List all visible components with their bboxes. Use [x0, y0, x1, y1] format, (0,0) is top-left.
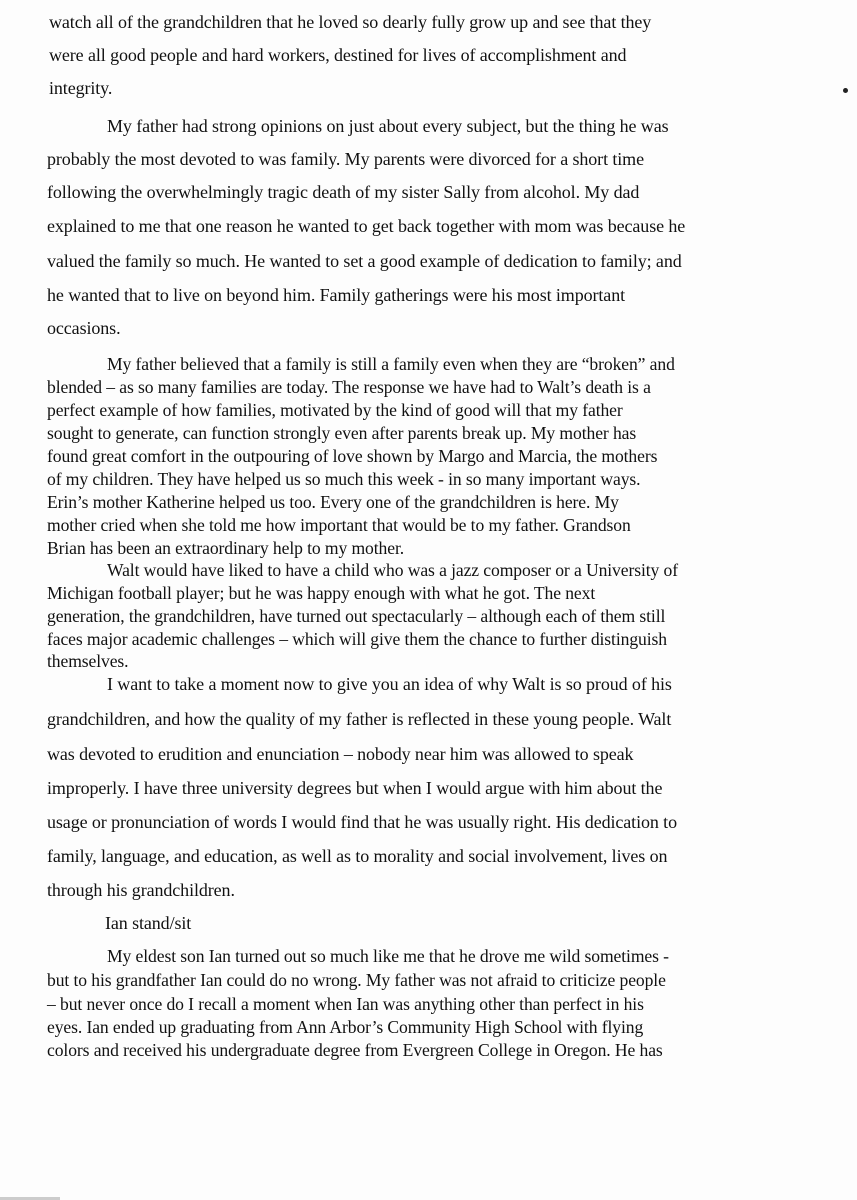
text-line: integrity.	[49, 78, 113, 98]
text-line: themselves.	[47, 651, 129, 671]
text-line: watch all of the grandchildren that he loved so dearly fully grow up and see that they	[49, 12, 652, 32]
text-line: Michigan football player; but he was happy enough with what he got. The next	[47, 583, 596, 603]
text-line: Erin’s mother Katherine helped us too. Every one of the grandchildren is here. My	[47, 492, 619, 512]
text-line: usage or pronunciation of words I would find that he was usually right. His dedication to	[47, 812, 677, 832]
text-line: My father had strong opinions on just about every subject, but the thing he was	[107, 116, 669, 136]
text-line: probably the most devoted to was family. My parents were divorced for a short time	[47, 149, 644, 169]
text-line: explained to me that one reason he wanted to get back together with mom was because he	[47, 216, 686, 236]
text-line: grandchildren, and how the quality of my father is reflected in these young people. Walt	[47, 709, 672, 729]
text-line: blended – as so many families are today. The response we have had to Walt’s death is a	[47, 377, 651, 397]
text-line: of my children. They have helped us so much this week - in so many important ways.	[47, 469, 641, 489]
text-line: were all good people and hard workers, destined for lives of accomplishment and	[49, 45, 627, 65]
text-line: mother cried when she told me how important that would be to my father. Grandson	[47, 515, 631, 535]
stray-mark	[843, 88, 848, 93]
text-line: eyes. Ian ended up graduating from Ann Arbor’s Community High School with flying	[47, 1017, 644, 1037]
text-line: Brian has been an extraordinary help to my mother.	[47, 538, 405, 558]
text-line: My eldest son Ian turned out so much like me that he drove me wild sometimes -	[107, 946, 669, 966]
text-line: occasions.	[47, 318, 121, 338]
text-line: sought to generate, can function strongly even after parents break up. My mother has	[47, 423, 637, 443]
text-line: improperly. I have three university degrees but when I would argue with him about the	[47, 778, 663, 798]
text-line: valued the family so much. He wanted to set a good example of dedication to family; and	[47, 251, 682, 271]
text-line: he wanted that to live on beyond him. Family gatherings were his most important	[47, 285, 625, 305]
text-line: – but never once do I recall a moment when Ian was anything other than perfect in his	[47, 994, 644, 1014]
text-line: Ian stand/sit	[105, 913, 192, 933]
text-line: found great comfort in the outpouring of love shown by Margo and Marcia, the mothers	[47, 446, 658, 466]
text-line: was devoted to erudition and enunciation – nobody near him was allowed to speak	[47, 744, 634, 764]
text-line: colors and received his undergraduate degree from Evergreen College in Oregon. He has	[47, 1040, 663, 1060]
text-line: through his grandchildren.	[47, 880, 235, 900]
text-line: My father believed that a family is still a family even when they are “broken” and	[107, 354, 675, 374]
text-line: but to his grandfather Ian could do no wrong. My father was not afraid to criticize people	[47, 970, 666, 990]
text-line: family, language, and education, as well as to morality and social involvement, lives on	[47, 846, 668, 866]
text-line: generation, the grandchildren, have turned out spectacularly – although each of them still	[47, 606, 666, 626]
text-line: Walt would have liked to have a child who was a jazz composer or a University of	[107, 560, 678, 580]
text-line: I want to take a moment now to give you an idea of why Walt is so proud of his	[107, 674, 672, 694]
text-line: following the overwhelmingly tragic death of my sister Sally from alcohol. My dad	[47, 182, 640, 202]
text-line: perfect example of how families, motivated by the kind of good will that my father	[47, 400, 623, 420]
text-line: faces major academic challenges – which will give them the chance to further distinguish	[47, 629, 667, 649]
